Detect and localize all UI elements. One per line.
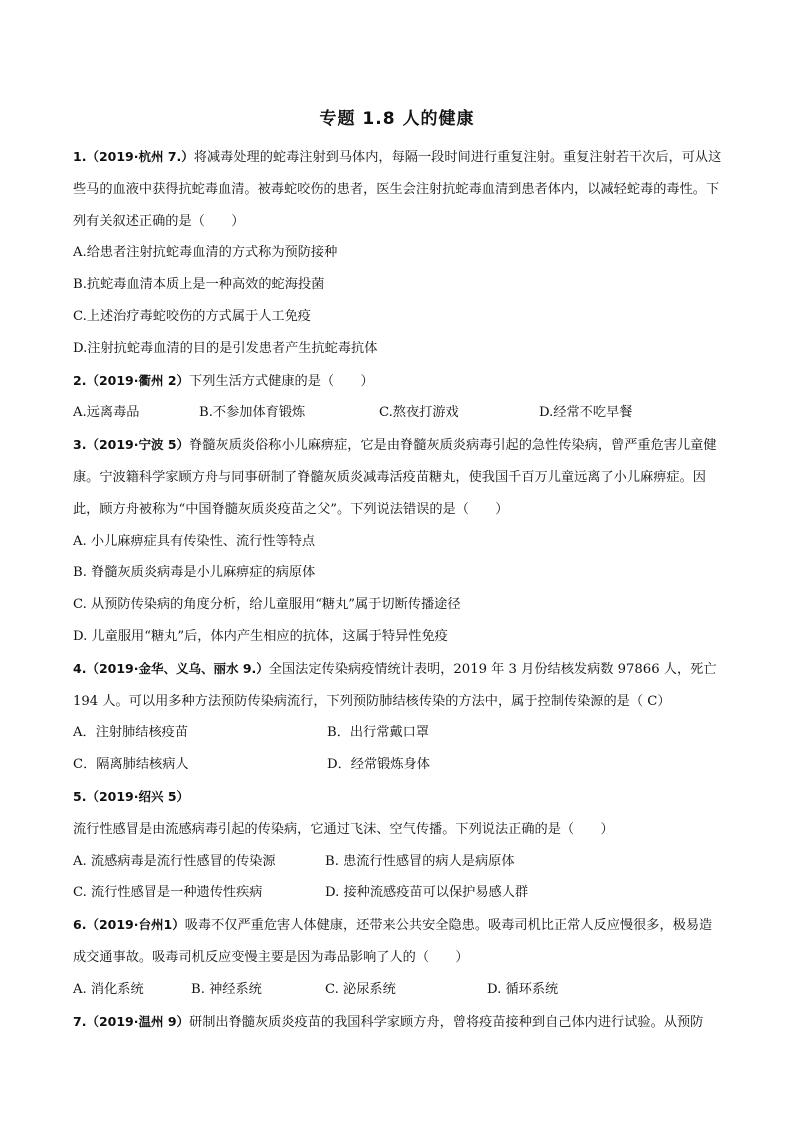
question-5 — [73, 781, 725, 846]
option: C. 从预防传染病的角度分析，给儿童服用“糖丸”属于切断传播途径 — [73, 597, 461, 613]
question-source: （2019·台州1） — [86, 917, 185, 933]
option: D.注射抗蛇毒血清的目的是引发患者产生抗蛇毒抗体 — [73, 340, 378, 356]
option-row — [73, 974, 725, 1006]
option: B. 脊髓灰质炎病毒是小儿麻痹症的病原体 — [73, 565, 316, 581]
option: B. 患流行性感冒的病人是病原体 — [325, 853, 515, 869]
option: B.抗蛇毒血清本质上是一种高效的蛇海投菌 — [73, 277, 325, 293]
question-number: 1. — [73, 149, 87, 164]
question-number: 7. — [73, 1013, 87, 1029]
option-row — [73, 749, 725, 781]
option: D. 循环系统 — [487, 981, 559, 997]
option-row — [73, 717, 725, 749]
option: D. 接种流感疫苗可以保护易感人群 — [325, 885, 529, 901]
question-number: 2. — [73, 372, 87, 388]
option: D．经常锻炼身体 — [327, 757, 430, 773]
question-text: 将减毒处理的蛇毒注射到马体内，每隔一段时间进行重复注射。重复注射若干次后，可从这些马的血液中获得抗蛇毒血清。被毒蛇咬伤的患者，医生会注射抗蛇毒血清到患者体内，以减轻蛇毒的毒性。下列有关叙述正确的是（ ） — [73, 150, 722, 229]
option-row — [73, 877, 725, 909]
question-4 — [73, 653, 725, 718]
option: B．出行常戴口罩 — [327, 725, 430, 741]
option: C. 泌尿系统 — [325, 981, 396, 997]
option: D.经常不吃早餐 — [539, 405, 633, 421]
question-text: 研制出脊髓灰质炎疫苗的我国科学家顾方舟，曾将疫苗接种到自己体内进行试验。从预防 — [189, 1014, 704, 1030]
question-source: （2019·衢州 2） — [86, 372, 190, 388]
question-1 — [73, 141, 725, 237]
option: C．隔离肺结核病人 — [73, 757, 189, 773]
option: A.给患者注射抗蛇毒血清的方式称为预防接种 — [73, 245, 338, 261]
option: A. 流感病毒是流行性感冒的传染源 — [73, 853, 276, 869]
option: B. 神经系统 — [191, 981, 262, 997]
question-number: 4. — [73, 660, 87, 676]
option-row — [73, 846, 725, 878]
question-text: 流行性感冒是由流感病毒引起的传染病，它通过飞沫、空气传播。下列说法正确的是（ ） — [73, 821, 614, 837]
option: D. 儿童服用“糖丸”后，体内产生相应的抗体，这属于特异性免疫 — [73, 628, 448, 644]
question-2 — [73, 365, 725, 398]
question-number: 3. — [73, 437, 87, 453]
question-number: 6. — [73, 917, 87, 933]
option: A. 小儿麻痹症具有传染性、流行性等特点 — [73, 533, 316, 549]
question-7 — [73, 1006, 725, 1039]
question-text: 全国法定传染病疫情统计表明，2019 年 3 月份结核发病数 97866 人，死亡 194 人。可以用多种方法预防传染病流行，下列预防肺结核传染的方法中，属于控制传染源的是（ C） — [73, 661, 717, 709]
option: A. 消化系统 — [73, 981, 144, 997]
option: B.不参加体育锻炼 — [199, 405, 306, 421]
question-text: 下列生活方式健康的是（ ） — [189, 373, 374, 389]
question-6 — [73, 909, 725, 974]
question-list — [73, 141, 725, 1038]
question-source: （2019·温州 9） — [86, 1013, 190, 1029]
option: C.熬夜打游戏 — [379, 405, 459, 421]
option: C. 流行性感冒是一种遗传性疾病 — [73, 885, 263, 901]
question-source: （2019·金华、义乌、丽水 9.） — [86, 660, 269, 676]
option-row — [73, 397, 725, 429]
option: A．注射肺结核疫苗 — [73, 725, 189, 741]
option: C.上述治疗毒蛇咬伤的方式属于人工免疫 — [73, 308, 311, 324]
question-3 — [73, 429, 725, 525]
question-text: 脊髓灰质炎俗称小儿麻痹症，它是由脊髓灰质炎病毒引起的急性传染病，曾严重危害儿童健康。宁波籍科学家顾方舟与同事研制了脊髓灰质炎减毒活疫苗糖丸，使我国千百万儿童远离了小儿麻痹症。因此，顾方舟被称为“中国脊髓灰质炎疫苗之父”。下列说法错误的是（ ） — [73, 438, 717, 517]
question-source: （2019·宁波 5） — [86, 437, 190, 453]
question-source: （2019·杭州 7.） — [86, 149, 194, 164]
question-source: （2019·绍兴 5） — [86, 788, 190, 804]
option: A.远离毒品 — [73, 405, 140, 421]
question-text: 吸毒不仅严重危害人体健康，还带来公共安全隐患。吸毒司机比正常人反应慢很多，极易造成交通事故。吸毒司机反应变慢主要是因为毒品影响了人的（ ） — [73, 918, 713, 965]
question-number: 5. — [73, 788, 87, 804]
page-title: 专题 1.8 人的健康 — [319, 109, 475, 129]
